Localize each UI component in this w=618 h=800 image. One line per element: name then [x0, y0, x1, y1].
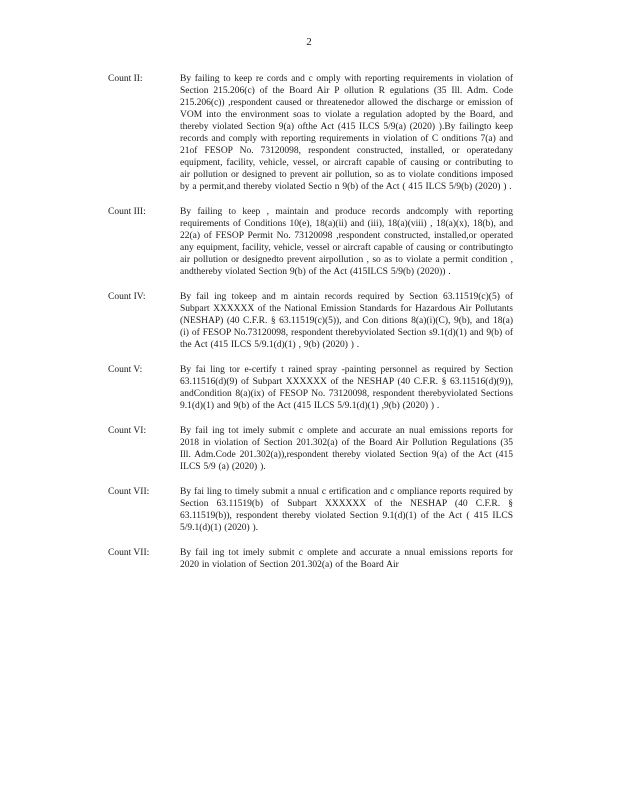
count-text: By fail ing tot imely submit c omplete and accurate a nnual emissions reports for 2020 in violation of Section 201.302(a) of the Board Air: [180, 548, 513, 570]
count-text: By fai ling to timely submit a nnual c ertification and c ompliance reports required by Section 63.11519(b) of Subpart XXXXXX of the NESHAP (40 C.F.R. § 63.11519(b)), respondent thereby violated Section 9.1(d)(1) of the Act ( 415 ILCS 5/9.1(d)(1) (2020) ).: [180, 487, 513, 533]
count-item: [108, 291, 513, 351]
count-label: Count V:: [108, 365, 143, 375]
count-label: Count II:: [108, 74, 143, 84]
count-text: By failing to keep , maintain and produce records andcomply with reporting requirements of Conditions 10(e), 18(a)(ii) and (iii), 18(a)(viii) , 18(a)(x), 18(b), and 22(a) of FESOP Permit No. 73120098 ,respondent constructed, installed,or operated any equipment, facility, vehicle, vessel or aircraft capable of causing or contributingto air pollution or designedto prevent airpollution , so as to violate a permit condition , andthereby violated Section 9(b) of the Act (415ILCS 5/9(b) (2020)) .: [180, 207, 513, 277]
count-label: Count IV:: [108, 292, 146, 302]
counts-list: [108, 73, 513, 584]
count-item: [108, 425, 513, 473]
count-item: [108, 73, 513, 193]
count-label: Count VII:: [108, 487, 150, 497]
count-text: By failing to keep re cords and c omply with reporting requirements in violation of Section 215.206(c) of the Board Air P ollution R egulations (35 Ill. Adm. Code 215.206(c)) ,respondent caused or threatenedor allowed the discharge or emission of VOM into the environment soas to violate a regulation adopted by the Board, and thereby violated Section 9(a) ofthe Act (415 ILCS 5/9(a) (2020) ).By failingto keep records and comply with reporting requirements in violation of C onditions 7(a) and 21of FESOP No. 73120098, respondent constructed, installed, or operatedany equipment, facility, vehicle, vessel, or aircraft capable of causing or contributing to air pollution or designed to prevent air pollution, so as to violate conditions imposed by a permit,and thereby violated Sectio n 9(b) of the Act ( 415 ILCS 5/9(b) (2020) ) .: [180, 74, 513, 192]
page-number: 2: [306, 36, 312, 48]
count-label: Count VI:: [108, 426, 147, 436]
count-item: [108, 486, 513, 534]
count-label: Count VII:: [108, 548, 150, 558]
count-text: By fai ling tor e-certify t rained spray -painting personnel as required by Section 63.11516(d)(9) of Subpart XXXXXX of the NESHAP (40 C.F.R. § 63.11516(d)(9)), andCondition 8(a)(ix) of FESOP No. 73120098, respondent therebyviolated Sections 9.1(d)(1) and 9(b) of the Act (415 ILCS 5/9.1(d)(1) ,9(b) (2020) ) .: [180, 365, 513, 411]
count-label: Count III:: [108, 207, 146, 217]
count-item: [108, 364, 513, 412]
count-text: By fail ing tot imely submit c omplete and accurate an nual emissions reports for 2018 in violation of Section 201.302(a) of the Board Air Pollution Regulations (35 Ill. Adm.Code 201.302(a)),respondent thereby violated Section 9(a) of the Act (415 ILCS 5/9 (a) (2020) ).: [180, 426, 513, 472]
count-text: By fail ing tokeep and m aintain records required by Section 63.11519(c)(5) of Subpart XXXXXX of the National Emission Standards for Hazardous Air Pollutants (NESHAP) (40 C.F.R. § 63.11519(c)(5)), and Con ditions 8(a)(i)(C), 9(b), and 18(a)(i) of FESOP No.73120098, respondent therebyviolated Section s9.1(d)(1) and 9(b) of the Act (415 ILCS 5/9.1(d)(1) , 9(b) (2020) ) .: [180, 292, 513, 350]
count-item: [108, 547, 513, 571]
count-item: [108, 206, 513, 278]
